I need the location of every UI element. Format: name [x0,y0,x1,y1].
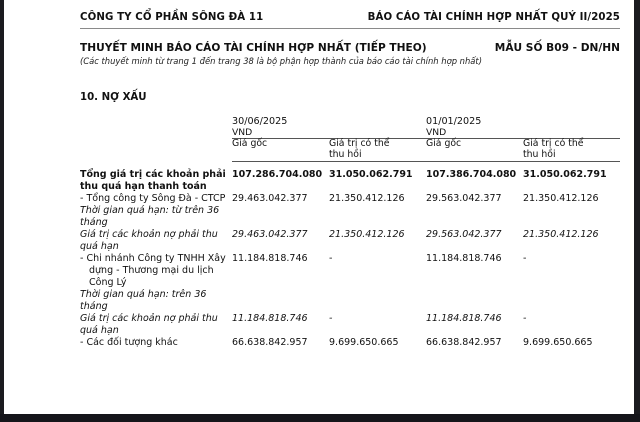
row-value [523,205,620,229]
row-value: 29.463.042.377 [232,228,308,240]
row-value: 29.463.042.377 [232,192,308,204]
group-currency-prior: VND [426,127,447,138]
row-label: Thời gian quá hạn: từ trên 36 tháng [80,204,220,228]
title-note: (Các thuyết minh từ trang 1 đến trang 38 là bộ phận hợp thành của báo cáo tài chính hợp nhất) [80,56,482,66]
header-rule [80,28,620,29]
group-currency-current: VND [232,127,253,138]
row-value: 66.638.842.957 [426,336,502,348]
row-value: 21.350.412.126 [523,228,599,240]
table-row [80,289,620,313]
row-value: 11.184.818.746 [426,252,502,264]
row-label: - Tổng công ty Sông Đà - CTCP [80,192,226,204]
row-value: 31.050.062.791 [523,168,607,180]
row-value [232,289,329,313]
column-header-original-cost-prior: Giá gốc [426,139,523,162]
row-value: 66.638.842.957 [232,336,308,348]
row-value: 107.386.704.080 [426,168,517,180]
row-value: - [329,252,333,264]
title-row [80,42,620,54]
table-row [80,205,620,229]
date-row-spacer [80,116,232,127]
viewer-bottom-bar [0,414,640,422]
row-label: - Các đối tượng khác [80,336,178,348]
table-row [80,169,620,193]
row-label: Giá trị các khoản nợ phải thu quá hạn [80,228,218,252]
group-date-current: 30/06/2025 [232,116,288,127]
table-row [80,229,620,253]
row-value: 21.350.412.126 [329,192,405,204]
table-currency-row [80,127,620,139]
row-value [329,205,426,229]
table-row [80,253,620,289]
row-label: Giá trị các khoản nợ phải thu quá hạn [80,312,218,336]
bad-debt-table [80,116,620,348]
row-value [329,289,426,313]
header-body-gap [80,161,620,169]
row-value: 11.184.818.746 [426,312,502,324]
row-value: 9.699.650.665 [329,336,399,348]
table-row [80,313,620,337]
colhead-row-spacer [80,139,232,162]
row-value: - [329,312,333,324]
row-value: 9.699.650.665 [523,336,593,348]
report-name: BÁO CÁO TÀI CHÍNH HỢP NHẤT QUÝ II/2025 [367,12,620,23]
table-row [80,337,620,349]
row-value: 21.350.412.126 [523,192,599,204]
row-value [426,289,523,313]
table-row [80,193,620,205]
table-column-header-row [80,139,620,162]
row-value: 29.563.042.377 [426,192,502,204]
group-date-prior: 01/01/2025 [426,116,482,127]
column-header-recoverable-current: Giá trị có thể thu hồi [329,139,426,162]
row-value: 107.286.704.080 [232,168,323,180]
table-date-row [80,116,620,127]
row-label: - Chi nhánh Công ty TNHH Xây dựng - Thương mại du lịch Công Lý [80,252,226,288]
company-name: CÔNG TY CỔ PHẦN SÔNG ĐÀ 11 [80,12,264,23]
running-header [80,0,620,23]
form-code: MẪU SỐ B09 - DN/HN [494,42,620,54]
row-value: 29.563.042.377 [426,228,502,240]
row-label: Tổng giá trị các khoản phải thu quá hạn thanh toán [80,168,226,192]
row-value: - [523,252,527,264]
row-value [232,205,329,229]
row-value: - [523,312,527,324]
section-heading: 10. NỢ XẤU [80,92,147,103]
row-value: 31.050.062.791 [329,168,413,180]
page-content [80,0,620,348]
column-header-recoverable-prior: Giá trị có thể thu hồi [523,139,620,162]
column-header-original-cost-current: Giá gốc [232,139,329,162]
row-value: 11.184.818.746 [232,312,308,324]
row-value: 11.184.818.746 [232,252,308,264]
row-value: 21.350.412.126 [329,228,405,240]
note-title: THUYẾT MINH BÁO CÁO TÀI CHÍNH HỢP NHẤT (TIẾP THEO) [80,42,427,54]
gap-cell [80,161,620,169]
row-value [523,289,620,313]
currency-row-spacer [80,127,232,139]
row-value [426,205,523,229]
row-label: Thời gian quá hạn: trên 36 tháng [80,288,207,312]
document-page [4,0,634,414]
